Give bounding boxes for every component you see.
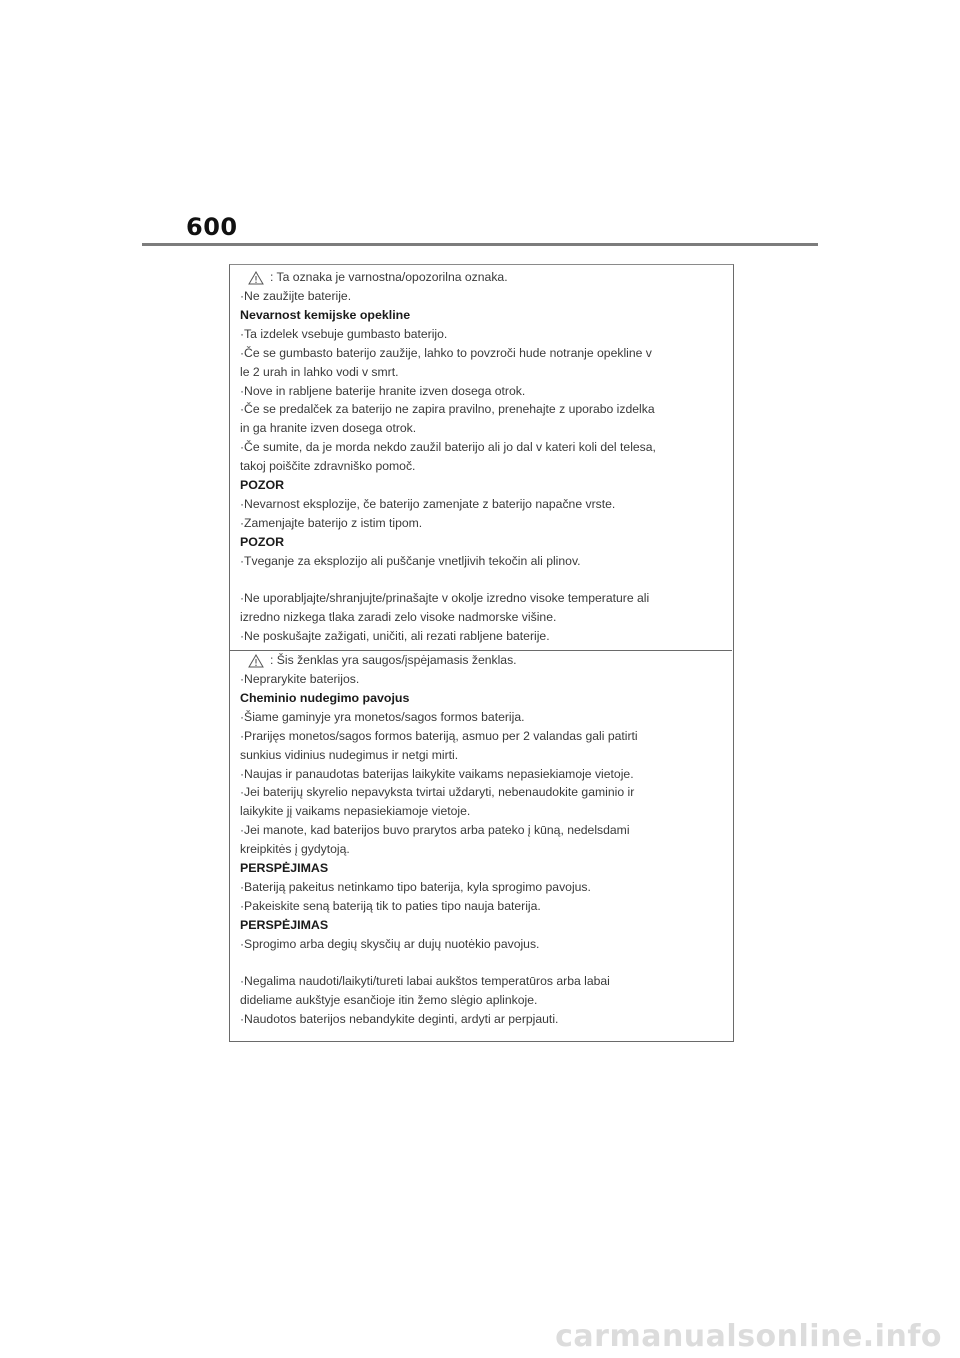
text-line: takoj poiščite zdravniško pomoč.	[240, 459, 416, 474]
text-line: izredno nizkega tlaka zaradi zelo visoke nadmorske višine.	[240, 610, 557, 625]
text-line: ·Naudotos baterijos nebandykite deginti, ardyti ar perpjauti.	[240, 1012, 559, 1027]
text-line: ·Prarijęs monetos/sagos formos bateriją, asmuo per 2 valandas gali patirti	[240, 728, 638, 743]
section-heading: Cheminio nudegimo pavojus	[240, 690, 410, 705]
text-line: ·Jei baterijų skyrelio nepavyksta tvirtai uždaryti, nebenaudokite gaminio ir	[240, 785, 635, 800]
text-line: ·Tveganje za eksplozijo ali puščanje vnetljivih tekočin ali plinov.	[240, 553, 581, 568]
text-line: ·Ne poskušajte zažigati, uničiti, ali rezati rabljene baterije.	[240, 629, 550, 644]
section-heading: POZOR	[240, 534, 285, 549]
text-line: ·Ne uporabljajte/shranjujte/prinašajte v okolje izredno visoke temperature ali	[240, 591, 650, 606]
warning-triangle-icon	[248, 271, 264, 285]
text-line: laikykite jį vaikams nepasiekiamoje vietoje.	[240, 804, 471, 819]
section-heading: PERSPĖJIMAS	[240, 917, 329, 932]
text-line: ·Zamenjajte baterijo z istim tipom.	[240, 515, 423, 530]
warning-triangle-icon	[248, 654, 264, 668]
section-heading: Nevarnost kemijske opekline	[240, 307, 411, 322]
text-line: ·Negalima naudoti/laikyti/tureti labai aukštos temperatūros arba labai	[240, 974, 610, 989]
section-heading: POZOR	[240, 478, 285, 492]
text-line: ·Nove in rabljene baterije hranite izven dosega otrok.	[240, 383, 526, 398]
text-line: ·Če se gumbasto baterijo zaužije, lahko to povzroči hude notranje opekline v	[240, 345, 652, 360]
text-line: ·Pakeiskite seną bateriją tik to paties tipo nauja baterija.	[240, 898, 541, 913]
text-line: ·Sprogimo arba degių skysčių ar dujų nuotėkio pavojus.	[240, 936, 540, 951]
page-number: 600	[186, 213, 238, 241]
text-line: ·Če sumite, da je morda nekdo zaužil baterijo ali jo dal v kateri koli del telesa,	[240, 440, 656, 455]
warning-symbol-text-lt: : Šis ženklas yra saugos/įspėjamasis ženklas.	[270, 653, 517, 667]
text-line: sunkius vidinius nudegimus ir netgi mirti.	[240, 747, 459, 762]
text-line: in ga hranite izven dosega otrok.	[240, 421, 417, 436]
text-line: ·Jei manote, kad baterijos buvo prarytos arba pateko į kūną, nedelsdami	[240, 823, 630, 838]
text-line: ·Šiame gaminyje yra monetos/sagos formos baterija.	[240, 709, 525, 724]
text-line: dideliame aukštyje esančioje itin žemo slėgio aplinkoje.	[240, 993, 538, 1008]
text-line: ·Naujas ir panaudotas baterijas laikykite vaikams nepasiekiamoje vietoje.	[240, 766, 634, 781]
warning-symbol-text-sl: : Ta oznaka je varnostna/opozorilna oznaka.	[270, 270, 508, 284]
section-heading: PERSPĖJIMAS	[240, 861, 329, 875]
section-divider	[229, 650, 732, 651]
text-line: ·Ne zaužijte baterije.	[240, 289, 352, 303]
header-rule	[142, 243, 818, 246]
footer-watermark: carmanualsonline.info	[555, 1319, 942, 1354]
text-line: ·Bateriją pakeitus netinkamo tipo baterija, kyla sprogimo pavojus.	[240, 879, 591, 894]
text-line: ·Neprarykite baterijos.	[240, 672, 360, 686]
text-line: ·Nevarnost eksplozije, če baterijo zamenjate z baterijo napačne vrste.	[240, 496, 616, 511]
warning-symbol-line-lt	[240, 653, 517, 668]
text-line: ·Če se predalček za baterijo ne zapira pravilno, prenehajte z uporabo izdelka	[240, 402, 655, 417]
warning-symbol-line-sl	[240, 270, 508, 285]
text-line: ·Ta izdelek vsebuje gumbasto baterijo.	[240, 326, 448, 341]
text-line: kreipkitės į gydytoją.	[240, 842, 350, 857]
text-line: le 2 urah in lahko vodi v smrt.	[240, 364, 399, 379]
